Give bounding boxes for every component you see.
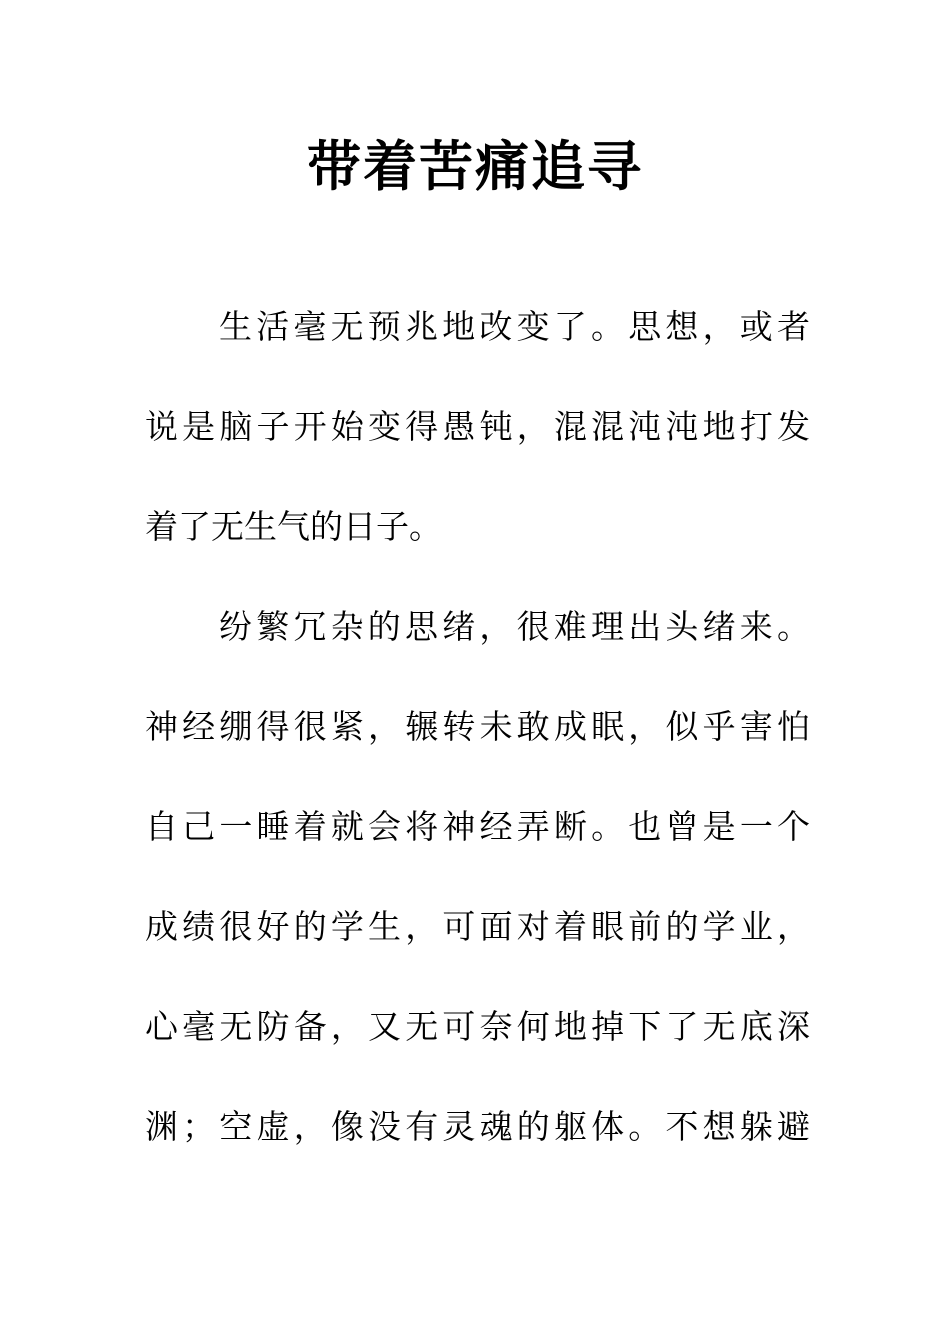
paragraph-line: 渊；空虚，像没有灵魂的躯体。不想躲避 xyxy=(145,1107,810,1146)
paragraph-line: 成绩很好的学生，可面对着眼前的学业， xyxy=(145,907,810,946)
document-title: 带着苦痛追寻 xyxy=(307,134,643,198)
paragraph-line: 心毫无防备，又无可奈何地掉下了无底深 xyxy=(145,1007,810,1046)
paragraph-line: 生活毫无预兆地改变了。思想，或者 xyxy=(219,307,810,346)
paragraph-line: 自己一睡着就会将神经弄断。也曾是一个 xyxy=(145,807,810,846)
paragraph-line: 着了无生气的日子。 xyxy=(145,507,442,546)
paragraph-line: 说是脑子开始变得愚钝，混混沌沌地打发 xyxy=(145,407,810,446)
paragraph-line: 神经绷得很紧，辗转未敢成眠，似乎害怕 xyxy=(145,707,810,746)
paragraph-line: 纷繁冗杂的思绪，很难理出头绪来。 xyxy=(219,607,810,646)
